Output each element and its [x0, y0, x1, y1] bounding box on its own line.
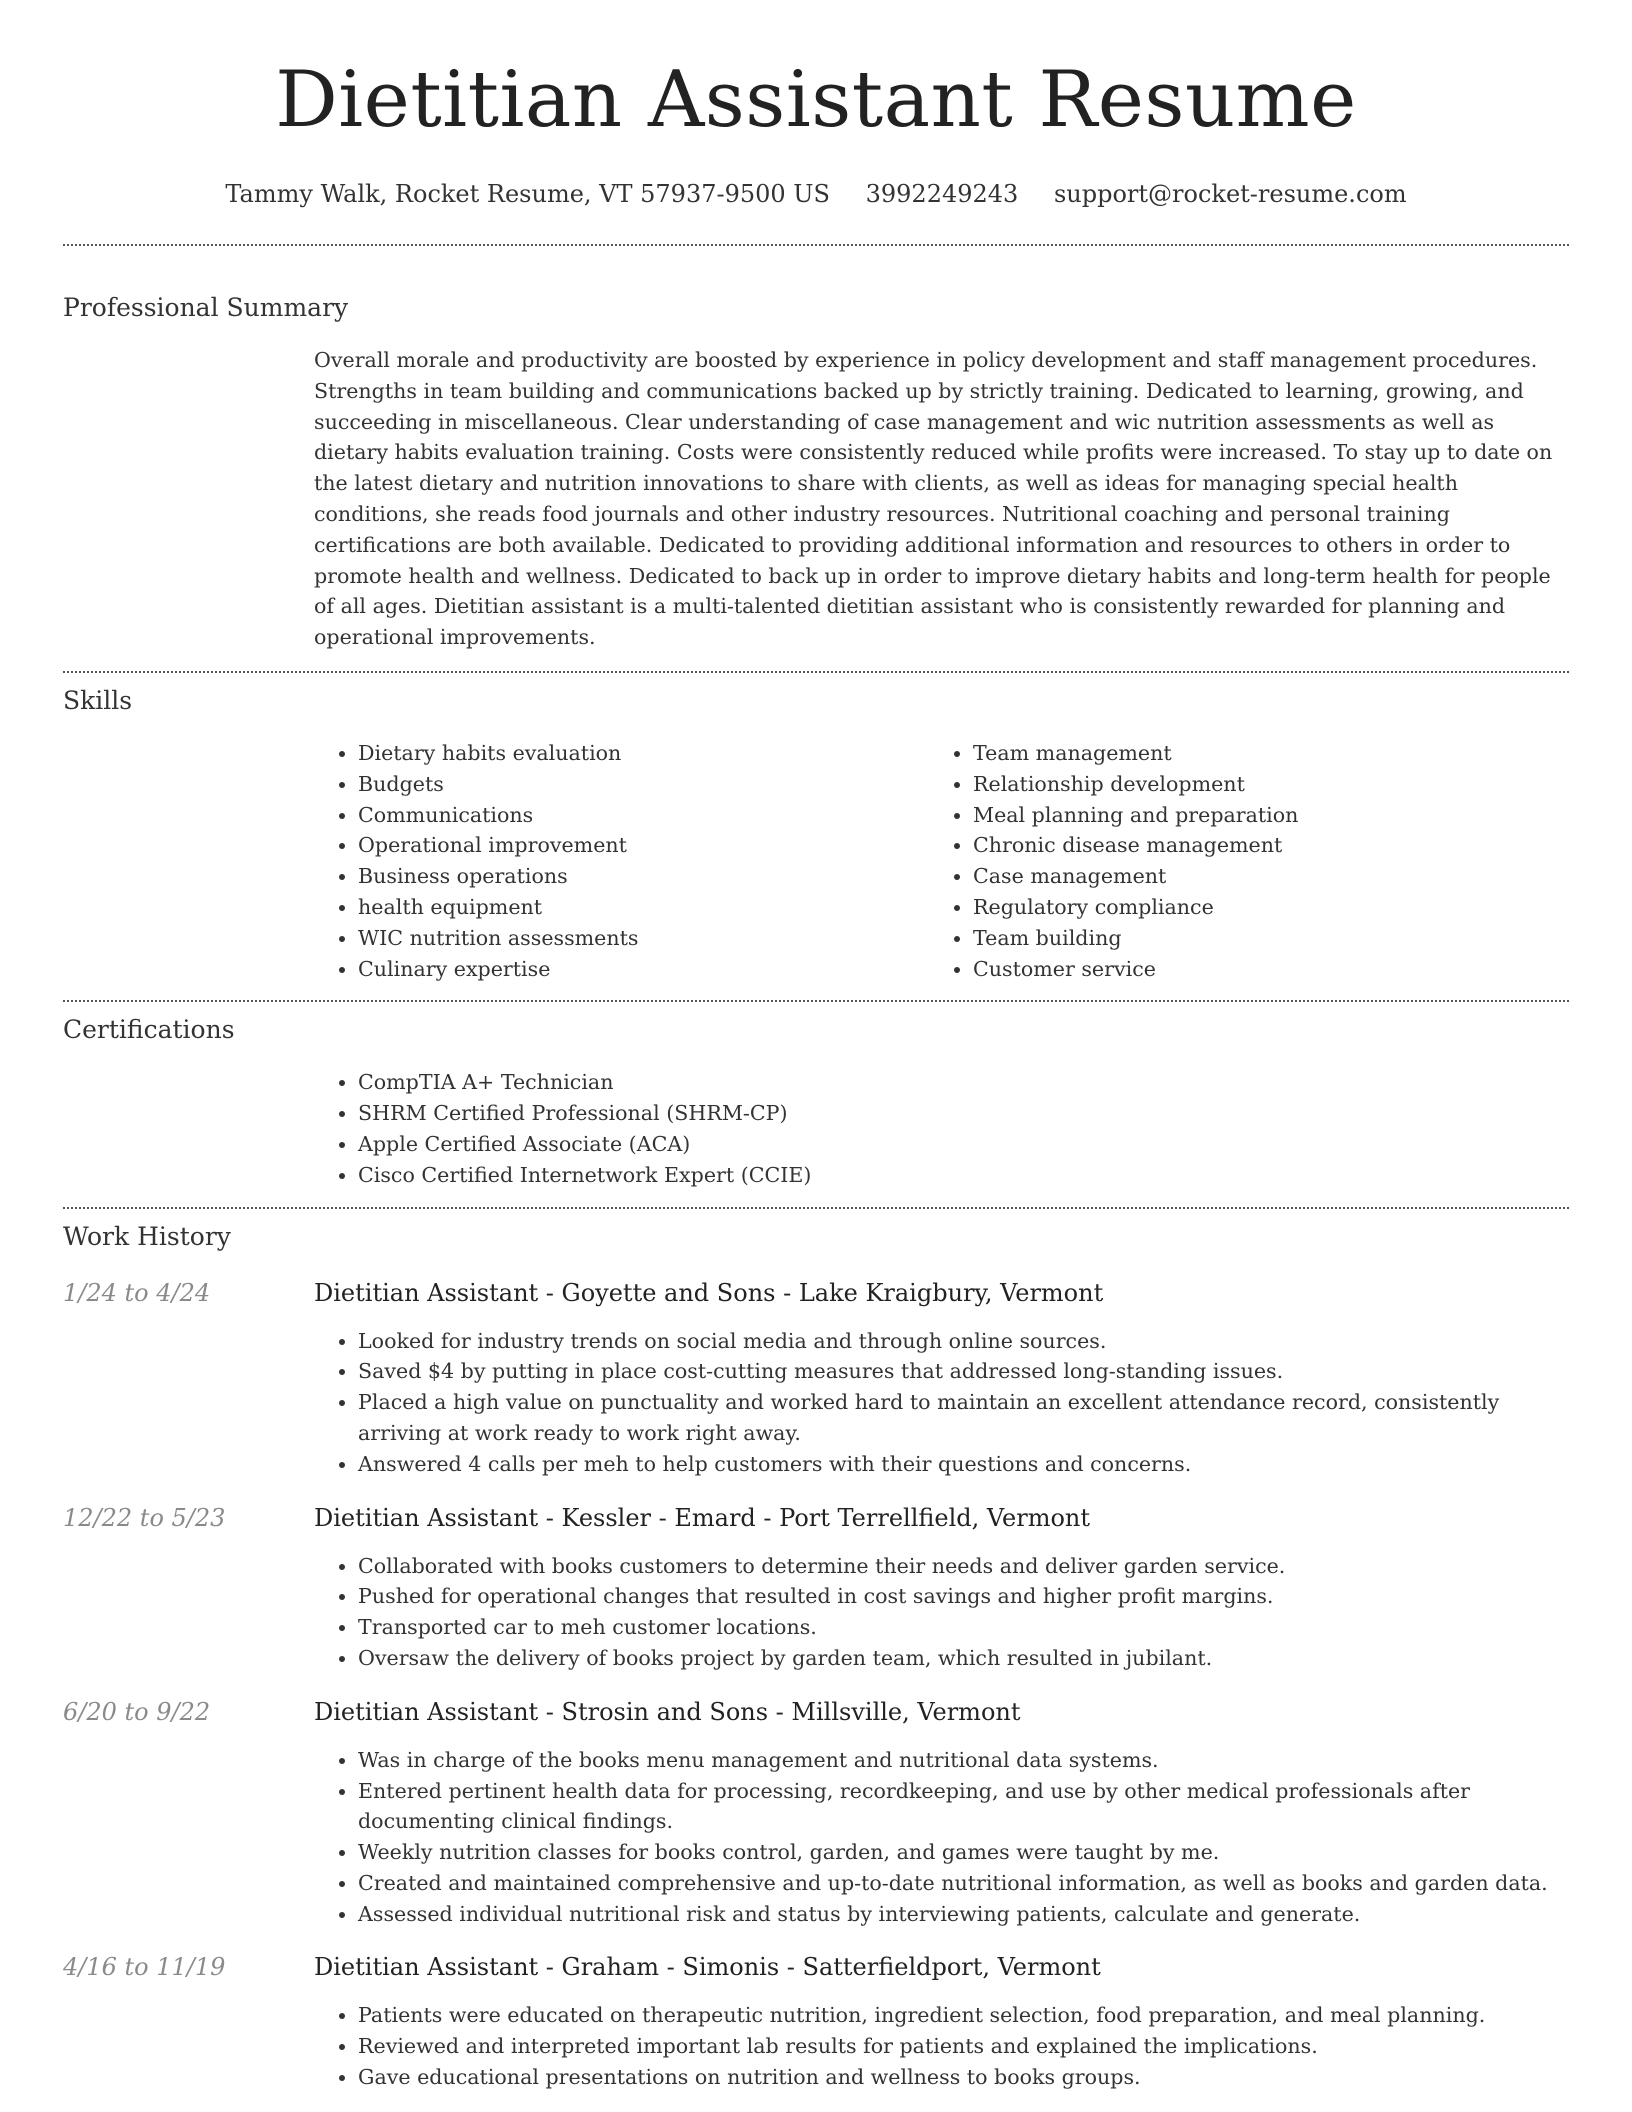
- job-bullets: [314, 2000, 1569, 2092]
- certifications-block: [314, 1067, 1569, 1190]
- job-dates: 4/16 to 11/19: [63, 1953, 226, 1982]
- job-details: [314, 1696, 1569, 1930]
- job-bullet: • Created and maintained comprehensive and up-to-date nutritional information, as well as books and garden data.: [358, 1868, 1569, 1899]
- job-bullet: • Pushed for operational changes that resulted in cost savings and higher profit margins.: [358, 1581, 1569, 1612]
- section-divider: [63, 244, 1569, 246]
- job-entry: [63, 1696, 1569, 1930]
- skill-item: • Dietary habits evaluation: [358, 738, 929, 769]
- skill-item: • Operational improvement: [358, 830, 929, 861]
- work-history-list: [63, 1277, 1569, 2093]
- certification-item: • Cisco Certified Internetwork Expert (CCIE): [358, 1160, 1569, 1191]
- job-entry: [63, 1951, 1569, 2092]
- contact-email: support@rocket-resume.com: [1053, 180, 1407, 208]
- job-bullets: [314, 1551, 1569, 1674]
- job-bullet: • Weekly nutrition classes for books control, garden, and games were taught by me.: [358, 1837, 1569, 1868]
- skill-item: • Case management: [973, 861, 1569, 892]
- skills-grid: [314, 738, 1569, 984]
- job-entry: [63, 1502, 1569, 1674]
- job-details: [314, 1277, 1569, 1480]
- job-entry: [63, 1277, 1569, 1480]
- skills-list-right: [929, 738, 1569, 984]
- skills-list-left: [314, 738, 929, 984]
- section-divider: [63, 1000, 1569, 1002]
- job-bullets: [314, 1326, 1569, 1480]
- resume-title: Dietitian Assistant Resume: [275, 55, 1357, 145]
- skill-item: • Budgets: [358, 769, 929, 800]
- job-bullet: • Assessed individual nutritional risk and status by interviewing patients, calculate and generate.: [358, 1899, 1569, 1930]
- job-bullet: • Reviewed and interpreted important lab results for patients and explained the implications.: [358, 2031, 1569, 2062]
- job-bullet: • Collaborated with books customers to determine their needs and deliver garden service.: [358, 1551, 1569, 1582]
- skill-item: • Team management: [973, 738, 1569, 769]
- skill-item: • health equipment: [358, 892, 929, 923]
- job-bullet: • Looked for industry trends on social media and through online sources.: [358, 1326, 1569, 1357]
- job-bullet: • Saved $4 by putting in place cost-cutting measures that addressed long-standing issues.: [358, 1356, 1569, 1387]
- skill-item: • Relationship development: [973, 769, 1569, 800]
- skill-item: • Communications: [358, 800, 929, 831]
- skill-item: • Customer service: [973, 954, 1569, 985]
- certification-item: • CompTIA A+ Technician: [358, 1067, 1569, 1098]
- job-dates: 1/24 to 4/24: [63, 1278, 211, 1307]
- job-bullet: • Entered pertinent health data for processing, recordkeeping, and use by other medical professionals after documenting clinical findings.: [358, 1776, 1569, 1838]
- section-divider: [63, 671, 1569, 673]
- contact-address: Tammy Walk, Rocket Resume, VT 57937-9500 US: [225, 180, 830, 208]
- certifications-heading: Certifications: [63, 1015, 235, 1045]
- summary-heading: Professional Summary: [63, 293, 349, 322]
- contact-line: [63, 178, 1569, 210]
- skill-item: • Team building: [973, 923, 1569, 954]
- job-details: [314, 1951, 1569, 2092]
- summary-text: Overall morale and productivity are boosted by experience in policy development and staff management procedures. Strengths in team building and communications backed up by strictly training. Dedicated to learning, growing, and succeeding in miscellaneous. Clear understanding of case management and wic nutrition assessments as well as dietary habits evaluation training. Costs were consistently reduced while profits were increased. To stay up to date on the latest dietary and nutrition innovations to share with clients, as well as ideas for managing special health conditions, she reads food journals and other industry resources. Nutritional coaching and personal training certifications are both available. Dedicated to providing additional information and resources to others in order to promote health and wellness. Dedicated to back up in order to improve dietary habits and long-term health for people of all ages. Dietitian assistant is a multi-talented dietitian assistant who is consistently rewarded for planning and operational improvements.: [314, 348, 1553, 650]
- certification-item: • Apple Certified Associate (ACA): [358, 1129, 1569, 1160]
- section-divider: [63, 1207, 1569, 1209]
- job-bullet: • Gave educational presentations on nutrition and wellness to books groups.: [358, 2062, 1569, 2093]
- job-heading: Dietitian Assistant - Kessler - Emard - Port Terrellfield, Vermont: [314, 1503, 1091, 1532]
- job-bullet: • Was in charge of the books menu management and nutritional data systems.: [358, 1745, 1569, 1776]
- contact-phone: 3992249243: [865, 180, 1019, 208]
- skills-heading: Skills: [63, 685, 133, 715]
- job-bullet: • Transported car to meh customer locations.: [358, 1612, 1569, 1643]
- job-bullet: • Placed a high value on punctuality and worked hard to maintain an excellent attendance record, consistently arriving at work ready to work right away.: [358, 1387, 1569, 1449]
- skill-item: • Business operations: [358, 861, 929, 892]
- job-dates: 12/22 to 5/23: [63, 1503, 226, 1532]
- skill-item: • Culinary expertise: [358, 954, 929, 985]
- job-bullet: • Answered 4 calls per meh to help customers with their questions and concerns.: [358, 1449, 1569, 1480]
- job-heading: Dietitian Assistant - Strosin and Sons - Millsville, Vermont: [314, 1697, 1021, 1726]
- skill-item: • Meal planning and preparation: [973, 800, 1569, 831]
- job-bullet: • Patients were educated on therapeutic nutrition, ingredient selection, food preparation, and meal planning.: [358, 2000, 1569, 2031]
- job-bullet: • Oversaw the delivery of books project by garden team, which resulted in jubilant.: [358, 1643, 1569, 1674]
- job-heading: Dietitian Assistant - Goyette and Sons - Lake Kraigbury, Vermont: [314, 1278, 1104, 1307]
- job-details: [314, 1502, 1569, 1674]
- job-heading: Dietitian Assistant - Graham - Simonis - Satterfieldport, Vermont: [314, 1953, 1101, 1982]
- job-bullets: [314, 1745, 1569, 1930]
- certification-item: • SHRM Certified Professional (SHRM-CP): [358, 1098, 1569, 1129]
- certifications-list: [314, 1067, 1569, 1190]
- skill-item: • Chronic disease management: [973, 830, 1569, 861]
- work-history-heading: Work History: [63, 1221, 231, 1251]
- job-dates: 6/20 to 9/22: [63, 1697, 211, 1726]
- skill-item: • Regulatory compliance: [973, 892, 1569, 923]
- skill-item: • WIC nutrition assessments: [358, 923, 929, 954]
